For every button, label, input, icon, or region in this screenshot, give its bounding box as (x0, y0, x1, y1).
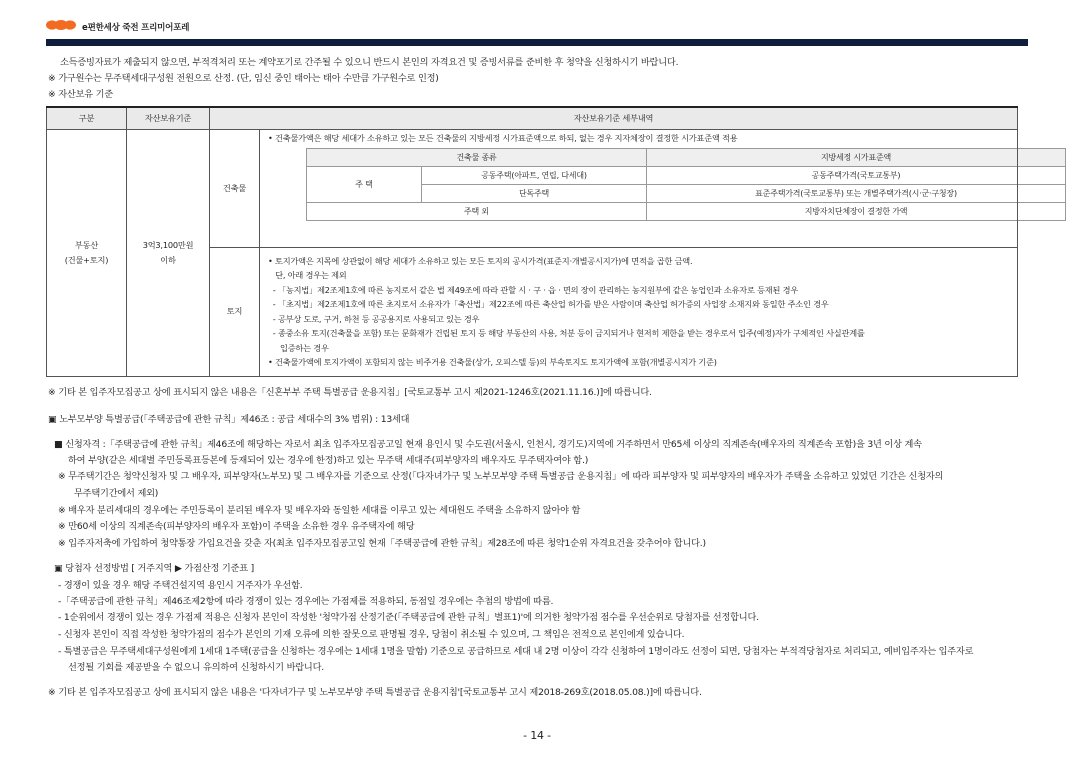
selection-rule-5: - 특별공급은 무주택세대구성원에게 1세대 1주택(공급을 신청하는 경우에는 1세대 1명을 말함) 기준으로 공급하므로 세대 내 2명 이상이 각각 신청하여 1명이라도 선정이 되면, 당첨자는 부적격당첨자로 처리되고, 예비입주자는 입주자로 (58, 646, 974, 657)
intro-line-1: 소득증빙자료가 제출되지 않으면, 부적격처리 또는 계약포기로 간주될 수 있으니 반드시 본인의 자격요건 및 증빙서류를 준비한 후 청약을 신청하시기 바랍니다. (60, 57, 679, 68)
building-kind: 공동주택(아파트, 연립, 다세대) (422, 166, 647, 184)
col-header-category: 구분 (47, 107, 127, 129)
sub-header-kind: 건축물 종류 (307, 148, 647, 166)
building-value-other: 지방자치단체장이 결정한 가액 (647, 202, 1066, 220)
section-heading-elderly-support: ▣ 노부모부양 특별공급(「주택공급에 관한 규칙」제46조 : 공급 세대수의 3% 범위) : 13세대 (48, 414, 410, 425)
land-detail-cell (260, 247, 1018, 376)
category-cell: 부동산 (건물+토지) (47, 129, 127, 376)
housing-label: 주 택 (307, 166, 422, 202)
land-line: • 토지가액은 지목에 상관없이 해당 세대가 소유하고 있는 모든 토지의 공시가격(표준지·개별공시지가)에 면적을 곱한 금액. (268, 255, 693, 266)
separate-household-note: ※ 배우자 분리세대의 경우에는 주민등록이 분리된 배우자 및 배우자와 동일한 세대를 이루고 있는 세대원도 주택을 소유하지 않아야 함 (58, 505, 581, 516)
note-newlywed-guideline: ※ 기타 본 입주자모집공고 상에 표시되지 않은 내용은「신혼부부 주택 특별공급 운용지침」[국토교통부 고시 제2021-1246호(2021.11.16.)]에 따릅니다. (48, 387, 652, 398)
land-line: 단, 아래 경우는 제외 (268, 270, 347, 280)
building-kind: 단독주택 (422, 184, 647, 202)
selection-rule-1: - 경쟁이 있을 경우 해당 주택건설지역 용인시 거주자가 우선함. (58, 580, 303, 591)
brand-logo-icon (46, 20, 76, 30)
note-multichild-guideline: ※ 기타 본 입주자모집공고 상에 표시되지 않은 내용은 '다자녀가구 및 노부모부양 주택 특별공급 운용지침'[국토교통부 고시 제2018-269호(2018.05.08.)]에 따릅니다. (48, 687, 702, 698)
eligibility-line-1: ■ 신청자격 :「주택공급에 관한 규칙」제46조에 해당하는 자로서 최초 입주자모집공고일 현재 용인시 및 수도권(서울시, 인천시, 경기도)지역에 거주하면서 만65세 이상의 직계존속(배우자의 직계존속 포함)을 3년 이상 계속 (54, 439, 922, 450)
building-subtable (306, 148, 1066, 221)
homeless-period-note-1: ※ 무주택기간은 청약신청자 및 그 배우자, 피부양자(노부모) 및 그 배우자를 기준으로 산정(「다자녀가구 및 노부모부양 주택 특별공급 운용지침」에 따라 피부양자 및 피부양자의 배우자가 주택을 소유하고 있었던 기간은 신청자의 (58, 471, 944, 482)
selection-rule-3: - 1순위에서 경쟁이 있는 경우 가점제 적용은 신청자 본인이 작성한 '청약가점 산정기준(「주택공급에 관한 규칙」별표1)'에 의거한 청약가점 점수를 우선순위로 당첨자를 선정합니다. (58, 612, 759, 623)
brand-text: e편한세상 죽전 프리미어포레 (82, 23, 190, 33)
section-heading-selection: ▣ 당첨자 선정방법 [ 거주지역 ▶ 가점산정 기준표 ] (54, 563, 255, 574)
land-line: 입증하는 경우 (268, 342, 329, 353)
land-line: • 건축물가액에 토지가액이 포함되지 않는 비주거용 건축물(상가, 오피스텔 등)의 부속토지도 토지가액에 포함(개별공시지가 기준) (268, 357, 717, 367)
land-line: - 「농지법」제2조제1호에 따른 농지로서 같은 법 제49조에 따라 관할 시 · 구 · 읍 · 면의 장이 관리하는 농지원부에 같은 농업인과 소유자로 등재된 경우 (268, 284, 799, 295)
standard-cell: 3억3,100만원 이하 (127, 129, 210, 376)
selection-rule-2: -「주택공급에 관한 규칙」제46조제2항에 따라 경쟁이 있는 경우에는 가점제를 적용하되, 동점일 경우에는 추첨의 방법에 따름. (58, 596, 554, 607)
land-line: - 「초지법」제2조제1호에 따른 초지로서 소유자가「축산법」제22조에 따른 축산업 허가를 받은 사람이며 축산업 허가증의 사업장 소재지와 동일한 주소인 경우 (268, 299, 829, 309)
land-line: - 공부상 도로, 구거, 하천 등 공공용지로 사용되고 있는 경우 (268, 313, 480, 324)
selection-rule-4: - 신청자 본인이 직접 작성한 청약가점의 점수가 본인의 기재 오류에 의한 잘못으로 판명될 경우, 당첨이 취소될 수 있으며, 그 책임은 전적으로 본인에게 있습니다. (58, 629, 685, 640)
building-detail-cell (260, 129, 1018, 247)
savings-account-note: ※ 입주자저축에 가입하여 청약통장 가입요건을 갖춘 자(최초 입주자모집공고일 현재「주택공급에 관한 규칙」제28조에 따른 청약1순위 자격요건을 갖추어야 합니다.) (58, 538, 706, 549)
header-bar (46, 39, 1028, 46)
homeless-period-note-2: 무주택기간에서 제외) (74, 488, 159, 499)
land-label: 토지 (210, 247, 260, 376)
building-value: 공동주택가격(국토교통부) (647, 166, 1066, 184)
building-kind-other: 주택 외 (307, 202, 647, 220)
document-header (46, 18, 1028, 48)
page-number: - 14 - (523, 729, 551, 742)
land-line: - 종중소유 토지(건축물을 포함) 또는 문화재가 건립된 토지 등 해당 부동산의 사용, 처분 등이 금지되거나 현저히 제한을 받는 경우로서 입주(예정)자가 구체적인 사실관계를 (268, 328, 865, 338)
sub-header-value: 지방세정 시가표준액 (647, 148, 1066, 166)
intro-line-2: ※ 가구원수는 무주택세대구성원 전원으로 산정. (단, 임신 중인 태아는 태아 수만큼 가구원수로 인정) (48, 73, 439, 84)
building-value: 표준주택가격(국토교통부) 또는 개별주택가격(시·군·구청장) (647, 184, 1066, 202)
ascendant-ownership-note: ※ 만60세 이상의 직계존속(피부양자의 배우자 포함)이 주택을 소유한 경우 유주택자에 해당 (58, 521, 415, 532)
asset-criteria-heading: ※ 자산보유 기준 (48, 89, 113, 100)
col-header-standard: 자산보유기준 (127, 107, 210, 129)
building-note: • 건축물가액은 해당 세대가 소유하고 있는 모든 건축물의 지방세정 시가표준액으로 하되, 없는 경우 지자체장이 결정한 시가표준액 적용 (268, 132, 738, 143)
col-header-detail: 자산보유기준 세부내역 (210, 107, 1018, 129)
eligibility-line-2: 하여 부양(같은 세대별 주민등록표등본에 등재되어 있는 경우에 한정)하고 있는 무주택 세대주(피부양자의 배우자도 무주택자여야 함.) (68, 455, 589, 466)
selection-rule-5-cont: 선정될 기회를 제공받을 수 없으니 유의하여 신청하시기 바랍니다. (68, 662, 324, 673)
asset-criteria-table (46, 106, 1018, 377)
building-label: 건축물 (210, 129, 260, 247)
